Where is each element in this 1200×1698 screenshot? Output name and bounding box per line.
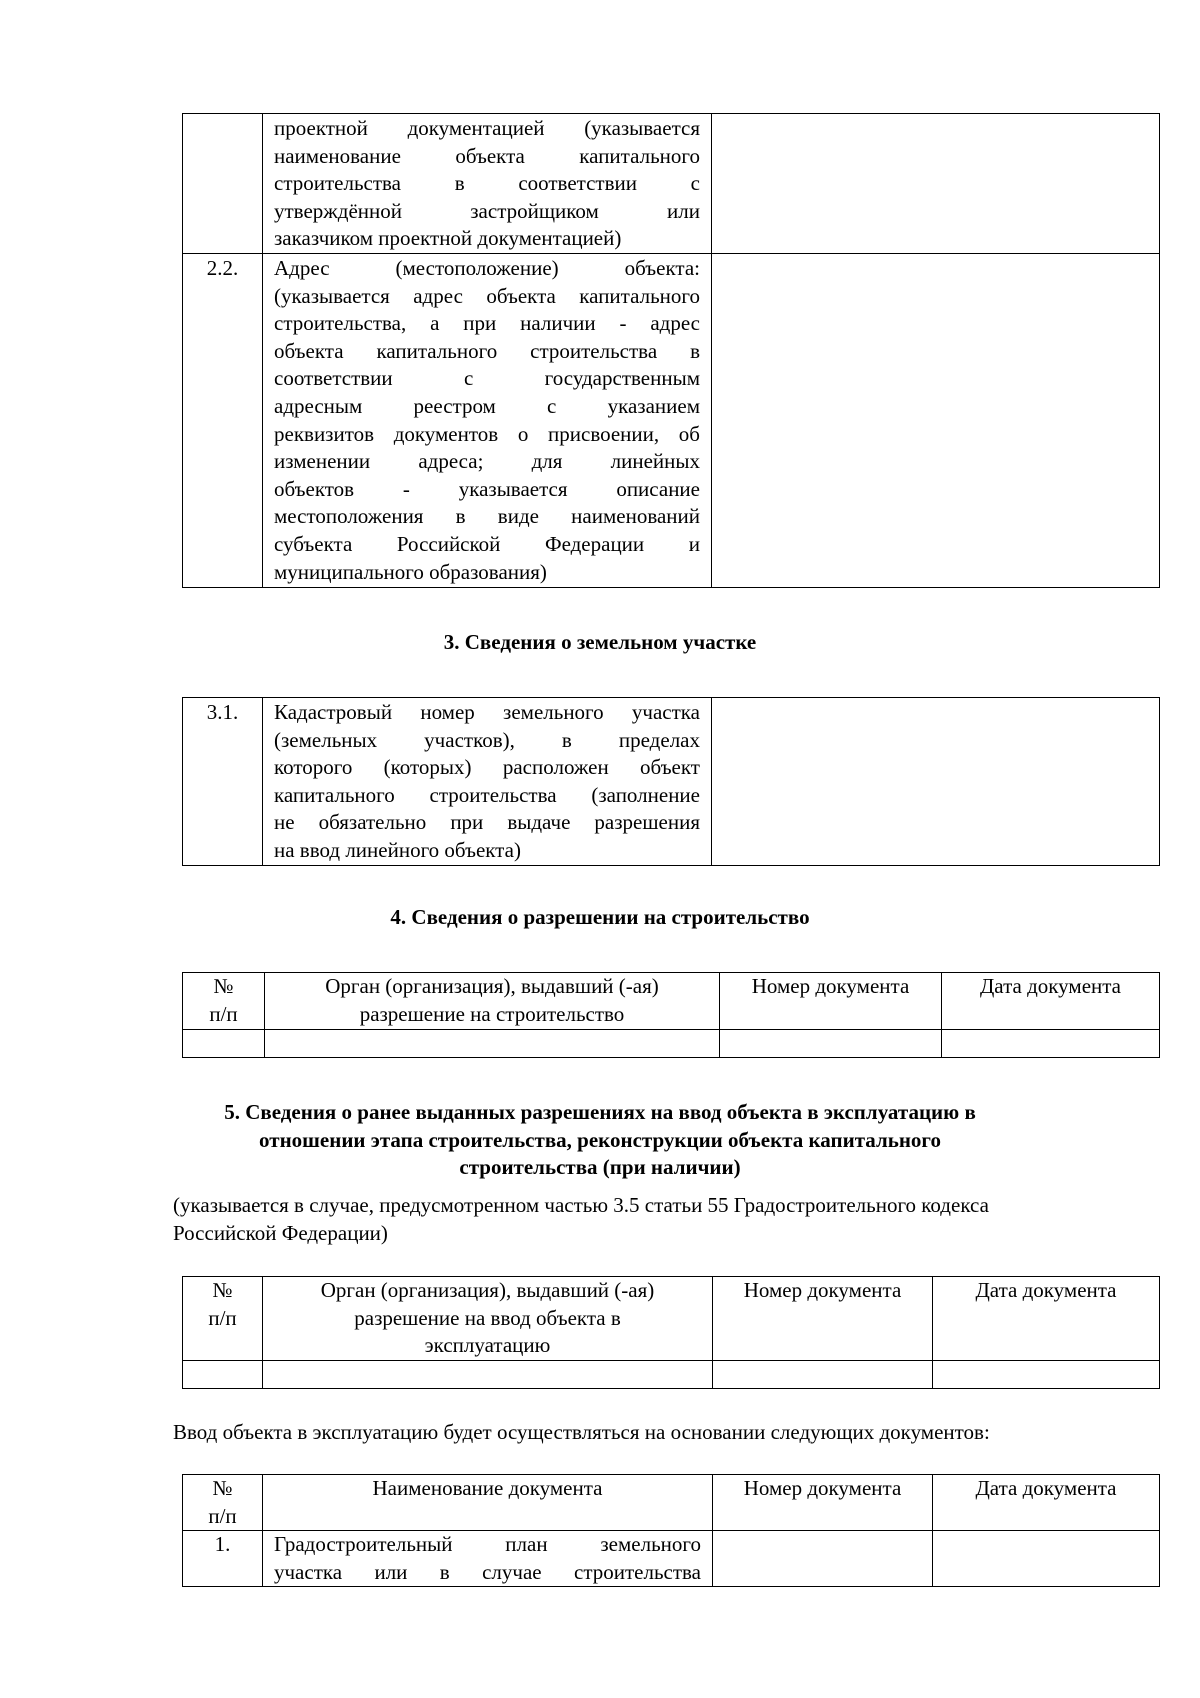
text-line: капитального строительства (заполнение [274, 782, 700, 807]
row-number-cell: 1. [183, 1531, 263, 1587]
object-name-value-cell[interactable] [712, 114, 1160, 254]
empty-cell[interactable] [720, 1030, 942, 1058]
section-5-note: (указывается в случае, предусмотренном частью 3.5 статьи 55 Градостроительного кодекса Российской Федерации) [173, 1193, 989, 1245]
text-line: объекта капитального строительства в [274, 338, 700, 363]
text-line: адресным реестром с указанием [274, 393, 700, 418]
table-construction-permit [182, 972, 1160, 1058]
text-line: (указывается адрес объекта капитального [274, 283, 700, 308]
cadastral-number-description [263, 698, 712, 866]
text-line: на ввод линейного объекта) [274, 837, 521, 862]
table-header-row [183, 1277, 1160, 1361]
row-number-cell: 3.1. [183, 698, 263, 866]
text-line: субъекта Российской Федерации и [274, 531, 700, 556]
doc-date-cell[interactable] [933, 1531, 1160, 1587]
table-header-row [183, 1475, 1160, 1531]
header-num: № п/п [183, 1475, 263, 1531]
table-basis-documents [182, 1474, 1160, 1587]
text-line: Адрес (местоположение) объекта: [274, 256, 700, 280]
empty-cell[interactable] [183, 1030, 265, 1058]
text-line: утверждённой застройщиком или [274, 198, 700, 223]
text-line: изменении адреса; для линейных [274, 449, 700, 474]
header-issuing-authority: Орган (организация), выдавший (-ая) разрешение на ввод объекта в эксплуатацию [263, 1277, 713, 1361]
table-row [183, 698, 1160, 866]
header-doc-date: Дата документа [942, 973, 1160, 1030]
text-line: заказчиком проектной документацией) [274, 226, 622, 251]
text-line: Градостроительный план земельного [274, 1532, 701, 1557]
text-line: Кадастровый номер земельного участка [274, 700, 700, 724]
row-number-cell [183, 114, 263, 254]
table-land-plot [182, 697, 1160, 866]
text-line: не обязательно при выдаче разрешения [274, 810, 700, 835]
text-line: местоположения в виде наименований [274, 504, 700, 529]
empty-cell[interactable] [933, 1361, 1160, 1389]
empty-cell[interactable] [265, 1030, 720, 1058]
object-name-description [263, 114, 712, 254]
header-issuing-authority: Орган (организация), выдавший (-ая) разрешение на строительство [265, 973, 720, 1030]
text-line: участка или в случае строительства [274, 1559, 701, 1584]
table-row [183, 1531, 1160, 1587]
empty-cell[interactable] [713, 1361, 933, 1389]
empty-cell[interactable] [942, 1030, 1160, 1058]
table-row [183, 1030, 1160, 1058]
header-num: № п/п [183, 973, 265, 1030]
row-number-cell: 2.2. [183, 254, 263, 588]
documents-intro: Ввод объекта в эксплуатацию будет осуществляться на основании следующих документов: [173, 1420, 990, 1444]
text-line: соответствии с государственным [274, 366, 700, 391]
text-line: проектной документацией (указывается [274, 116, 700, 140]
header-doc-number: Номер документа [713, 1475, 933, 1531]
text-line: строительства в соответствии с [274, 171, 700, 196]
header-doc-date: Дата документа [933, 1475, 1160, 1531]
object-address-description [263, 254, 712, 588]
table-header-row [183, 973, 1160, 1030]
text-line: которого (которых) расположен объект [274, 755, 700, 780]
table-previous-permits [182, 1276, 1160, 1389]
empty-cell[interactable] [183, 1361, 263, 1389]
text-line: муниципального образования) [274, 559, 547, 584]
header-doc-date: Дата документа [933, 1277, 1160, 1361]
object-address-value-cell[interactable] [712, 254, 1160, 588]
header-doc-number: Номер документа [720, 973, 942, 1030]
table-row [183, 1361, 1160, 1389]
table-object-info [182, 113, 1160, 588]
text-line: объектов - указывается описание [274, 476, 700, 501]
text-line: реквизитов документов о присвоении, об [274, 421, 700, 446]
header-doc-name: Наименование документа [263, 1475, 713, 1531]
section-3-title: 3. Сведения о земельном участке [443, 630, 757, 654]
text-line: строительства, а при наличии - адрес [274, 311, 700, 336]
section-4-title: 4. Сведения о разрешении на строительство [390, 905, 810, 929]
empty-cell[interactable] [263, 1361, 713, 1389]
header-num: № п/п [183, 1277, 263, 1361]
section-5-title: 5. Сведения о ранее выданных разрешениях на ввод объекта в эксплуатацию в отношении этапа строительства, реконструкции объекта капитального строительства (при наличии) [224, 1100, 976, 1180]
cadastral-number-value-cell[interactable] [712, 698, 1160, 866]
header-doc-number: Номер документа [713, 1277, 933, 1361]
table-row [183, 114, 1160, 254]
doc-number-cell[interactable] [713, 1531, 933, 1587]
doc-name-cell [263, 1531, 713, 1587]
text-line: наименование объекта капитального [274, 143, 700, 168]
table-row [183, 254, 1160, 588]
text-line: (земельных участков), в пределах [274, 727, 700, 752]
